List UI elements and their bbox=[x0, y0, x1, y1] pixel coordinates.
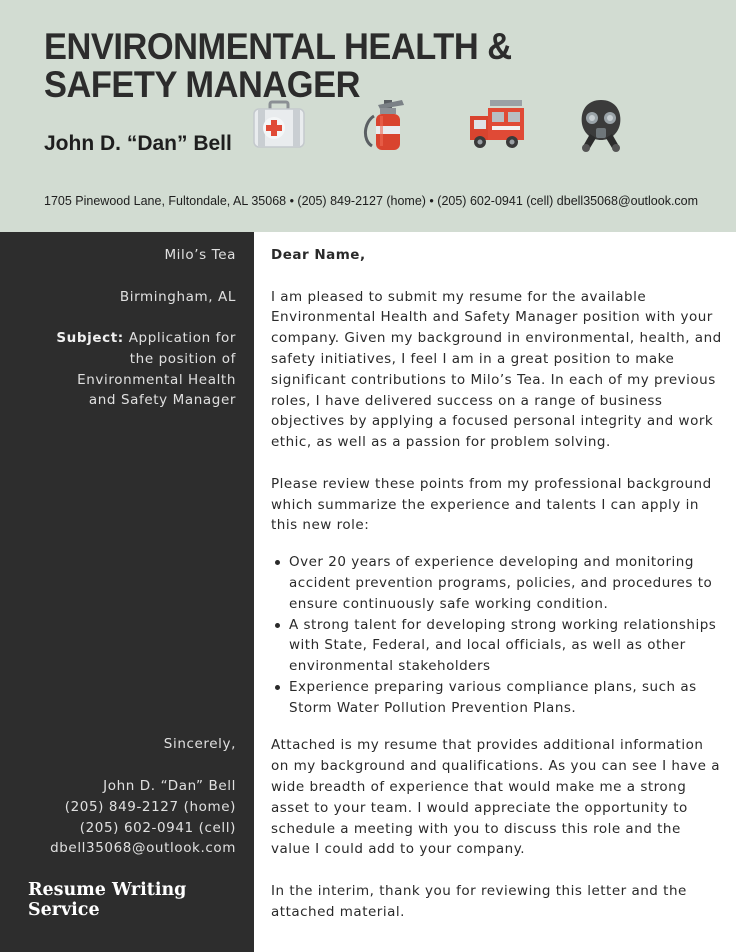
recipient-city: Birmingham, AL bbox=[119, 289, 236, 305]
paragraph-points-intro: Please review these points from my professional background which summarize the experience and talents I can apply in this new role: bbox=[271, 475, 712, 534]
bullet-list bbox=[271, 552, 723, 718]
header-band bbox=[0, 0, 736, 232]
signature-block bbox=[50, 776, 236, 859]
paragraph-attached: Attached is my resume that provides additional information on my background and qualifications. As you can see I have a wide breadth of experience that would make me a strong asset to your team. I would appreciate the opportunity to schedule a meeting with you to discuss this role and the value I could add to your company. bbox=[271, 737, 721, 858]
signature-name: John D. “Dan” Bell bbox=[103, 778, 236, 794]
subject-label: Subject: bbox=[56, 330, 124, 346]
fire-extinguisher-icon bbox=[358, 96, 416, 154]
list-item: Experience preparing various compliance plans, such as Storm Water Pollution Prevention Plans. bbox=[271, 677, 723, 719]
subject-block bbox=[46, 328, 236, 411]
person-name: John D. “Dan” Bell bbox=[44, 132, 232, 155]
subject-text: Application for the position of Environmental Health and Safety Manager bbox=[77, 330, 236, 409]
gas-mask-icon bbox=[572, 96, 630, 154]
job-title: ENVIRONMENTAL HEALTH & SAFETY MANAGER bbox=[44, 26, 512, 105]
paragraph-intro: I am pleased to submit my resume for the available Environmental Health and Safety Manager position with your company. Given my background in environmental, health, and safety initiatives, I feel I am in a great position to make significant contributions to Milo’s Tea. In each of my previous roles, I have delivered success on a range of business objectives by applying a focused personal integrity and work ethic, as well as a passion for problem solving. bbox=[271, 288, 722, 451]
fire-truck-icon bbox=[468, 96, 526, 154]
closing: Sincerely, bbox=[163, 736, 236, 752]
sidebar bbox=[0, 232, 254, 952]
letter-body bbox=[271, 245, 723, 923]
signature-phone-cell: (205) 602-0941 (cell) bbox=[79, 819, 236, 836]
greeting: Dear Name, bbox=[271, 247, 366, 263]
signature-phone-home: (205) 849-2127 (home) bbox=[64, 798, 236, 815]
paragraph-closing: In the interim, thank you for reviewing this letter and the attached material. bbox=[271, 882, 687, 920]
contact-line: 1705 Pinewood Lane, Fultondale, AL 35068 • (205) 849-2127 (home) • (205) 602-0941 (cell) dbell35068@outlook.com bbox=[44, 194, 699, 208]
list-item: A strong talent for developing strong working relationships with State, Federal, and local officials, as well as other environmental stakeholders bbox=[271, 615, 723, 677]
service-logo: Resume Writing Service bbox=[28, 880, 187, 920]
signature-email[interactable]: dbell35068@outlook.com bbox=[50, 840, 236, 857]
recipient-company: Milo’s Tea bbox=[164, 247, 236, 263]
list-item: Over 20 years of experience developing and monitoring accident prevention programs, policies, and procedures to ensure continuously safe working condition. bbox=[271, 552, 723, 614]
first-aid-kit-icon bbox=[250, 96, 308, 154]
